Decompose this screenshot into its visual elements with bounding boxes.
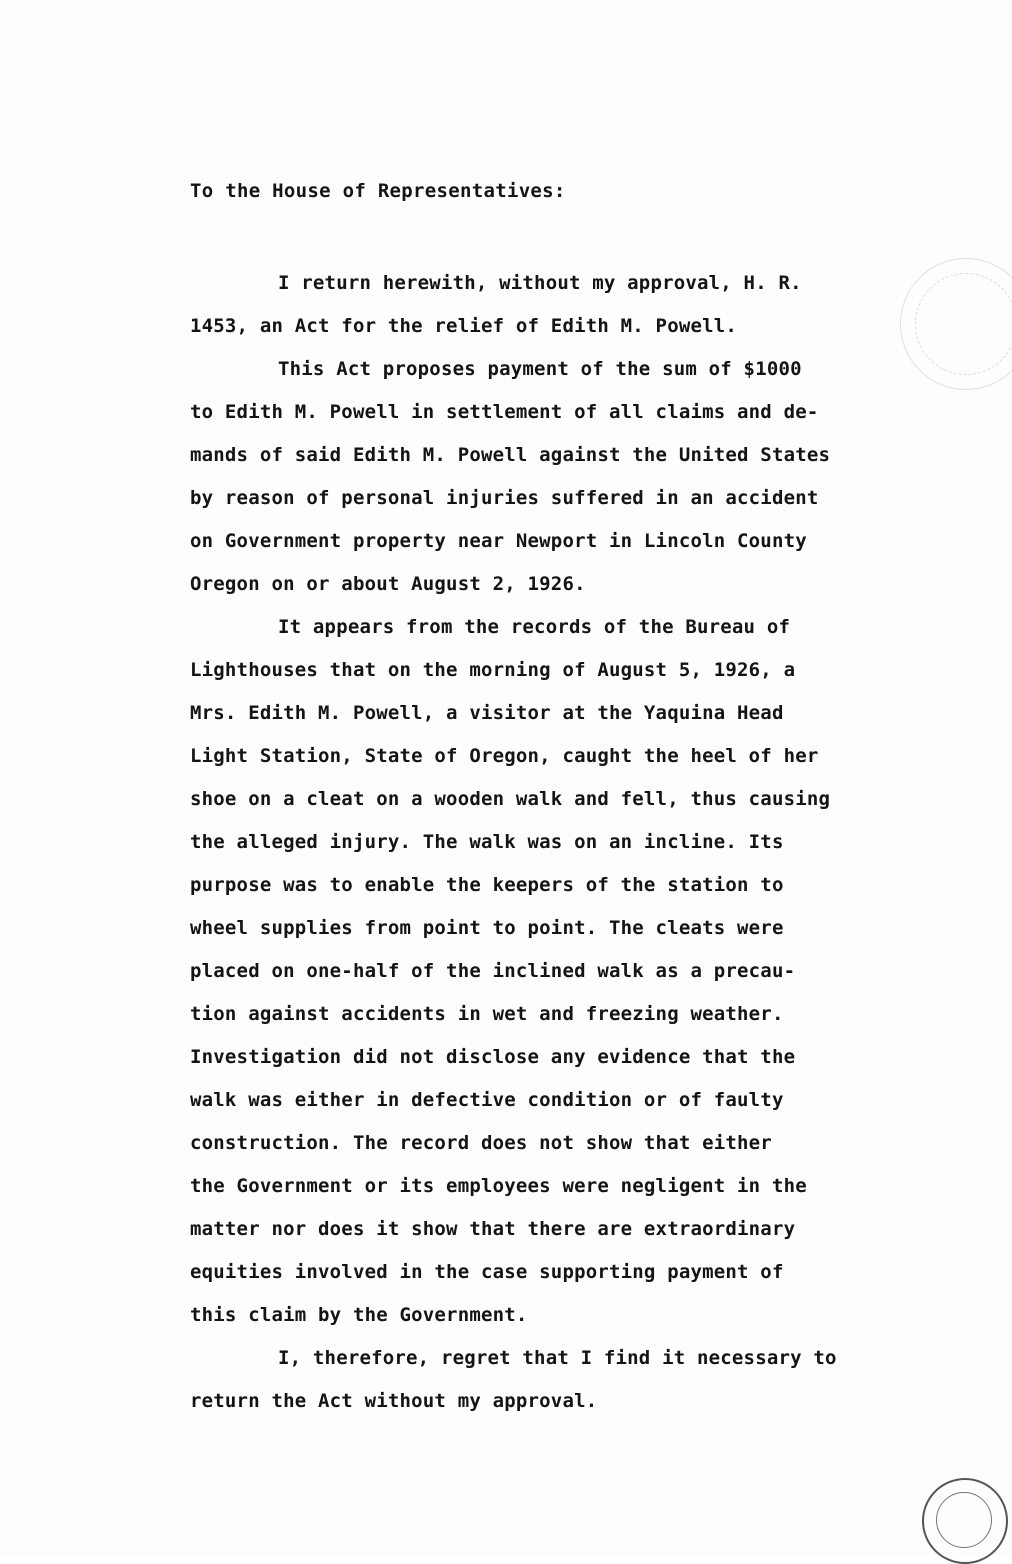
nara-seal-ring bbox=[936, 1492, 992, 1548]
text-line: on Government property near Newport in Lincoln County bbox=[190, 530, 807, 552]
paragraph-1 bbox=[190, 262, 905, 348]
text-line: Mrs. Edith M. Powell, a visitor at the Yaquina Head bbox=[190, 702, 784, 724]
salutation: To the House of Representatives: bbox=[190, 180, 566, 202]
nara-seal-icon bbox=[922, 1478, 1008, 1564]
text-line: Oregon on or about August 2, 1926. bbox=[190, 573, 586, 595]
text-line: walk was either in defective condition or of faulty bbox=[190, 1089, 784, 1111]
text-line: purpose was to enable the keepers of the station to bbox=[190, 874, 784, 896]
text-line: by reason of personal injuries suffered in an accident bbox=[190, 487, 819, 509]
text-line: It appears from the records of the Bureau of bbox=[278, 616, 791, 638]
archive-seal-icon bbox=[900, 258, 1012, 390]
text-line: mands of said Edith M. Powell against the United States bbox=[190, 444, 831, 466]
text-line: return the Act without my approval. bbox=[190, 1390, 598, 1412]
paragraph-3 bbox=[190, 606, 905, 1337]
paragraph-4 bbox=[190, 1337, 905, 1423]
text-line: 1453, an Act for the relief of Edith M. Powell. bbox=[190, 315, 738, 337]
text-line: This Act proposes payment of the sum of $1000 bbox=[278, 358, 802, 380]
text-line: shoe on a cleat on a wooden walk and fell, thus causing bbox=[190, 788, 831, 810]
text-line: equities involved in the case supporting payment of bbox=[190, 1261, 784, 1283]
text-line: tion against accidents in wet and freezing weather. bbox=[190, 1003, 784, 1025]
text-line: construction. The record does not show that either bbox=[190, 1132, 772, 1154]
text-line: this claim by the Government. bbox=[190, 1304, 528, 1326]
text-line: Investigation did not disclose any evidence that the bbox=[190, 1046, 796, 1068]
text-line: matter nor does it show that there are extraordinary bbox=[190, 1218, 796, 1240]
letter-body bbox=[190, 262, 905, 1423]
text-line: I, therefore, regret that I find it necessary to bbox=[278, 1347, 837, 1369]
text-line: the alleged injury. The walk was on an incline. Its bbox=[190, 831, 784, 853]
text-line: placed on one-half of the inclined walk as a precau- bbox=[190, 960, 796, 982]
paragraph-2 bbox=[190, 348, 905, 606]
archive-seal-ring bbox=[915, 273, 1012, 375]
text-line: to Edith M. Powell in settlement of all claims and de- bbox=[190, 401, 819, 423]
text-line: wheel supplies from point to point. The cleats were bbox=[190, 917, 784, 939]
text-line: I return herewith, without my approval, H. R. bbox=[278, 272, 802, 294]
text-line: the Government or its employees were negligent in the bbox=[190, 1175, 807, 1197]
text-line: Light Station, State of Oregon, caught the heel of her bbox=[190, 745, 819, 767]
text-line: Lighthouses that on the morning of August 5, 1926, a bbox=[190, 659, 796, 681]
